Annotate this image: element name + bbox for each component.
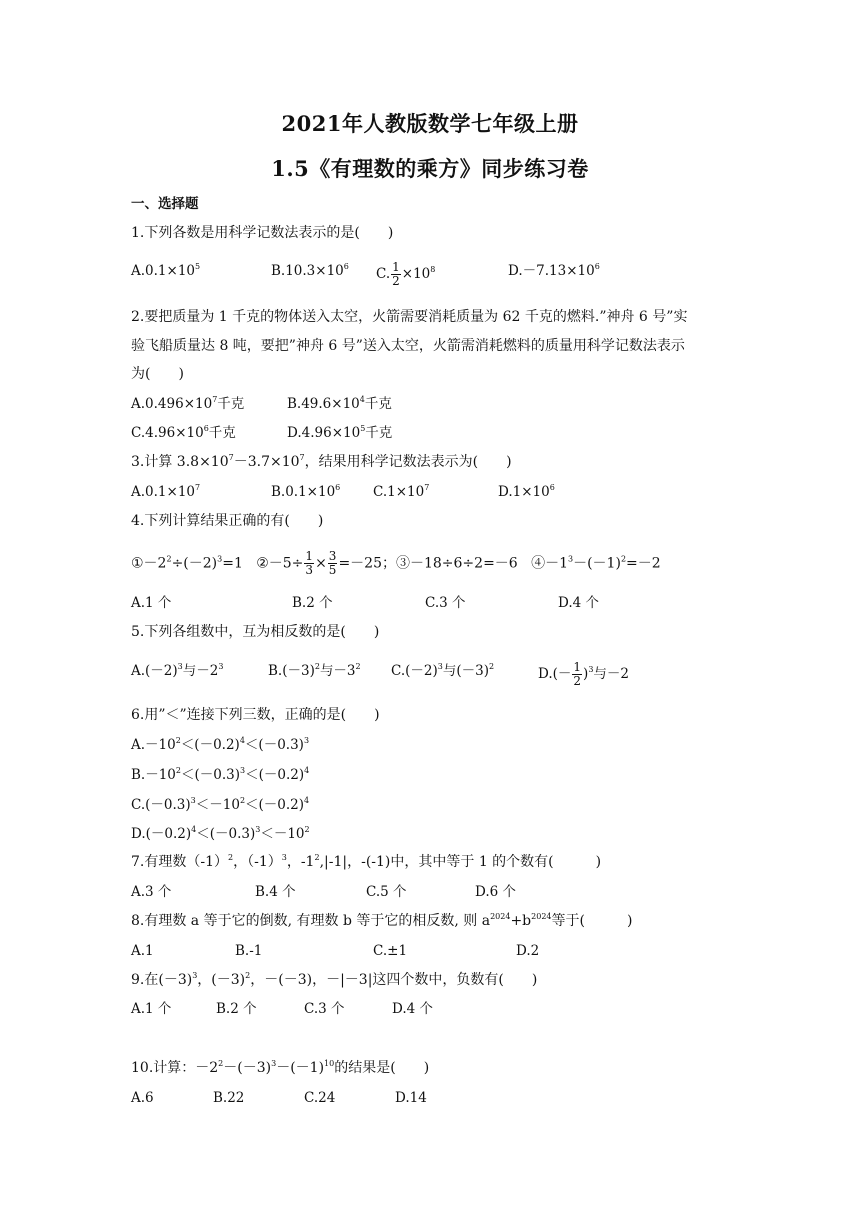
question-6-option-c: $C.(-0.3)^3<-10^2<(-0.2)^4$ xyxy=(131,796,310,813)
question-9-option-d: D.4 个 xyxy=(392,1001,434,1017)
question-5-option-a: $A.(-2)^3$与$-2^3$ xyxy=(131,662,224,679)
question-4-expressions: $①-2^2\div(-2)^3=1$ ②－5÷ $\frac{1}{3}$ × $\frac{3}{5}$ =－25；③－18÷6÷2=－6 $④-1^3-(-1)^2=-2$ xyxy=(131,549,661,577)
question-4-option-a: A.1 个 xyxy=(131,595,172,611)
question-7-stem: 7.有理数$(-1)^2$，$(-1)^3$，$-1^2,|-1|$，-(-1)中，其中等于 1 的个数有( ) xyxy=(131,853,602,870)
question-8-option-a: A.1 xyxy=(131,943,154,959)
document-subtitle: 1.5《有理数的乘方》同步练习卷 xyxy=(271,156,589,181)
question-2-line-1: 2.要把质量为 1 千克的物体送入太空，火箭需要消耗质量为 62 千克的燃料.”神舟 6 号”实 xyxy=(131,309,688,325)
document-title: 2021年人教版数学七年级上册 xyxy=(281,111,579,136)
section-heading: 一、选择题 xyxy=(131,196,199,212)
question-5-option-d: D.(－ $\frac{1}{2}$ )$^3$与－2 xyxy=(538,660,630,688)
question-8-option-c: C.±1 xyxy=(373,943,408,959)
question-7-option-d: D.6 个 xyxy=(475,884,517,900)
question-4-option-c: C.3 个 xyxy=(425,595,466,611)
question-5-stem: 5.下列各组数中，互为相反数的是( ) xyxy=(131,624,380,640)
question-1-option-d: $D.-7.13\times 10^6$ xyxy=(508,262,600,279)
question-10-stem: 10.计算：$-2^2-(-3)^3-(-1)^{10}$的结果是( ) xyxy=(131,1059,430,1076)
question-6-stem: 6.用”＜”连接下列三数，正确的是( ) xyxy=(131,707,380,723)
question-2-option-d: $D.4.96\times 10^5$千克 xyxy=(287,424,393,441)
question-8-stem: 8.有理数 a 等于它的倒数, 有理数 b 等于它的相反数, 则 $a^{2024}+b^{2024}$等于( ) xyxy=(131,912,633,929)
fraction: $\frac{1}{3}$ xyxy=(305,549,314,577)
question-9-stem: 9.在$(-3)^3$，$(-3)^2$，－(－3)，－|－3|这四个数中，负数有( ) xyxy=(131,971,538,988)
question-3-option-a: $A.0.1\times 10^7$ xyxy=(131,483,201,500)
question-2-line-3: 为( ) xyxy=(131,366,184,382)
question-8-option-b: B.-1 xyxy=(235,943,263,959)
question-2-option-c: $C.4.96\times 10^6$千克 xyxy=(131,424,236,441)
question-6-option-a: $A.-10^2<(-0.2)^4<(-0.3)^3$ xyxy=(131,736,310,753)
question-10-option-d: D.14 xyxy=(395,1090,427,1106)
question-1-option-c: C. $\frac{1}{2}$ $\times 10^8$ xyxy=(376,260,436,288)
question-9-option-a: A.1 个 xyxy=(131,1001,172,1017)
question-10-option-a: A.6 xyxy=(131,1090,154,1106)
question-8-option-d: D.2 xyxy=(516,943,540,959)
question-4-option-d: D.4 个 xyxy=(558,595,600,611)
question-2-option-b: $B.49.6\times 10^4$千克 xyxy=(287,395,392,412)
question-6-option-d: $D.(-0.2)^4<(-0.3)^3<-10^2$ xyxy=(131,825,310,842)
question-3-option-b: $B.0.1\times 10^6$ xyxy=(271,483,341,500)
question-6-option-b: $B.-10^2<(-0.3)^3<(-0.2)^4$ xyxy=(131,766,310,783)
fraction: $\frac{1}{2}$ xyxy=(573,660,582,688)
question-1-option-b: $B.10.3\times 10^6$ xyxy=(271,262,349,279)
question-10-option-c: C.24 xyxy=(304,1090,336,1106)
fraction: $\frac{1}{2}$ xyxy=(392,260,400,288)
question-3-option-d: $D.1\times 10^6$ xyxy=(498,483,555,500)
question-5-option-b: $B.(-3)^2$与$-3^2$ xyxy=(268,662,361,679)
question-2-option-a: $A.0.496\times 10^7$千克 xyxy=(131,395,245,412)
question-7-option-c: C.5 个 xyxy=(366,884,407,900)
question-2-line-2: 验飞船质量达 8 吨，要把”神舟 6 号”送入太空，火箭需消耗燃料的质量用科学记数法表示 xyxy=(131,338,685,354)
question-4-stem: 4.下列计算结果正确的有( ) xyxy=(131,513,324,529)
question-10-option-b: B.22 xyxy=(213,1090,245,1106)
question-5-option-c: $C.(-2)^3$与$(-3)^2$ xyxy=(391,662,495,679)
question-4-option-b: B.2 个 xyxy=(292,595,333,611)
question-1-option-a: $A.0.1\times 10^5$ xyxy=(131,262,201,279)
question-9-option-b: B.2 个 xyxy=(216,1001,257,1017)
fraction: $\frac{3}{5}$ xyxy=(328,549,337,577)
question-9-option-c: C.3 个 xyxy=(304,1001,345,1017)
question-7-option-b: B.4 个 xyxy=(255,884,296,900)
question-1-stem: 1.下列各数是用科学记数法表示的是( ) xyxy=(131,225,394,241)
question-3-stem: 3.计算 $3.8\times 10^7-3.7\times 10^7$，结果用科学记数法表示为( ) xyxy=(131,453,512,470)
question-7-option-a: A.3 个 xyxy=(131,884,172,900)
question-3-option-c: $C.1\times 10^7$ xyxy=(373,483,430,500)
